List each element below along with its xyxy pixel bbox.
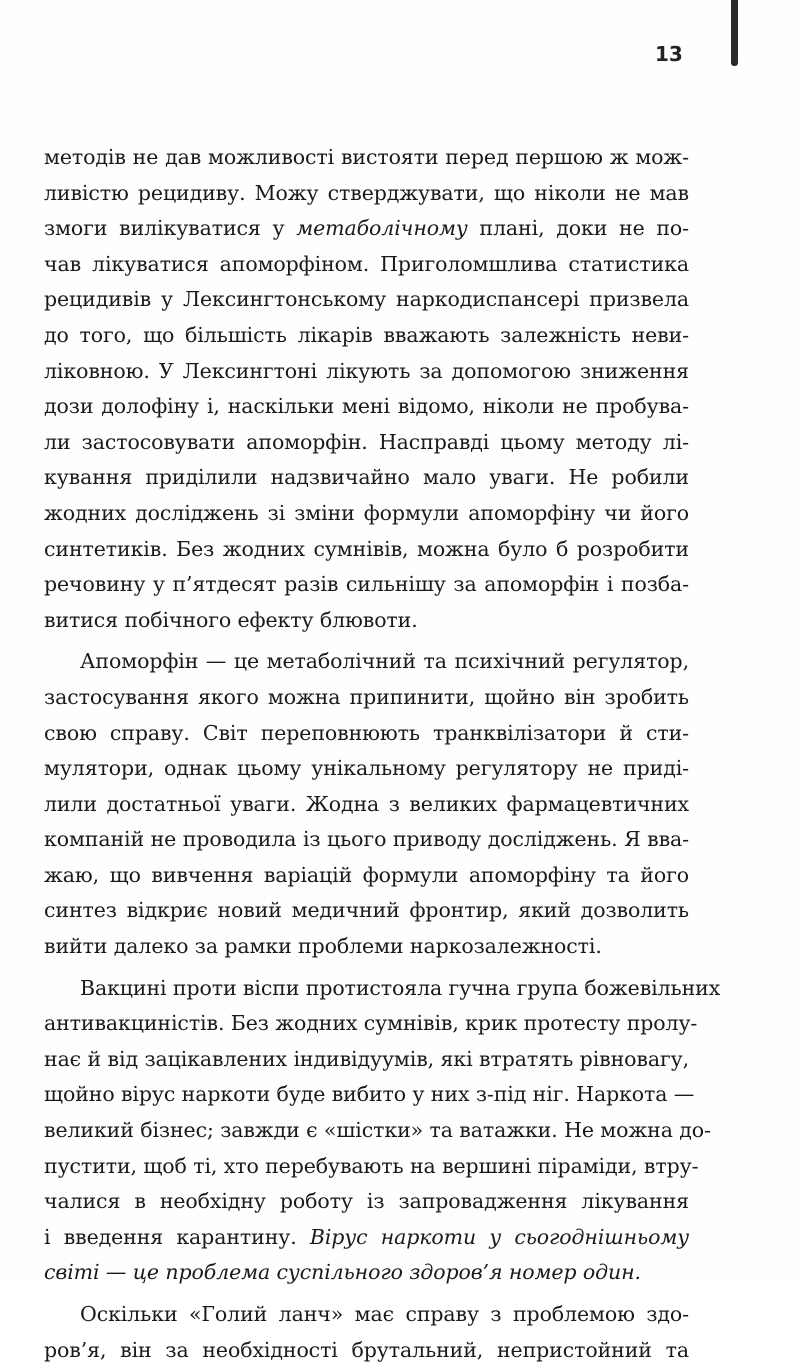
text-line: вийти далеко за рамки проблеми наркозалежності. xyxy=(44,934,602,959)
text-line: Оскільки «Голий ланч» має справу з проблемою здо- xyxy=(80,1302,689,1326)
text-line: ров’я, він за необхідності брутальний, непристойний та xyxy=(44,1337,689,1362)
text-line: синтез відкриє новий медичний фронтир, який дозволить xyxy=(44,898,689,923)
page-edge-mark xyxy=(731,0,738,66)
text-line xyxy=(44,1220,689,1256)
page-number: 13 xyxy=(655,42,683,66)
text-line: жаю, що вивчення варіацій формули апоморфіну та його xyxy=(44,862,689,887)
text-segment: і введення карантину. xyxy=(44,1224,310,1249)
text-line: лили достатньої уваги. Жодна з великих фармацевтичних xyxy=(44,791,689,816)
text-line: синтетиків. Без жодних сумнівів, можна було б розробити xyxy=(44,536,689,561)
text-line: методів не дав можливості вистояти перед першою ж мож- xyxy=(44,145,689,169)
text-line: жодних досліджень зі зміни формули апоморфіну чи його xyxy=(44,500,689,525)
text-line: нає й від зацікавлених індивідуумів, які втратять рівновагу, xyxy=(44,1046,689,1071)
text-line: щойно вірус наркоти буде вибито у них з-під ніг. Наркота — xyxy=(44,1082,695,1107)
text-line xyxy=(44,211,689,247)
paragraph xyxy=(44,1297,689,1368)
text-line: мулятори, однак цьому унікальному регулятору не приді- xyxy=(44,756,689,781)
text-line: свою справу. Світ переповнюють транквілізатори й сти- xyxy=(44,720,689,745)
text-line: витися побічного ефекту блювоти. xyxy=(44,607,418,632)
text-line: антивакциністів. Без жодних сумнівів, крик протесту пролу- xyxy=(44,1011,698,1036)
text-line: Вакцині проти віспи протистояла гучна група божевільних xyxy=(80,975,721,1000)
body-text xyxy=(44,140,721,1368)
italic-text-segment: світі — це проблема суспільного здоров’я номер один. xyxy=(44,1260,641,1285)
italic-text-segment: метаболічному xyxy=(296,216,468,241)
text-line: Апоморфін — це метаболічний та психічний регулятор, xyxy=(80,649,689,674)
text-line: ліковною. У Лексингтоні лікують за допомогою зниження xyxy=(44,358,689,383)
paragraph xyxy=(44,644,689,964)
text-line: великий бізнес; завжди є «шістки» та ватажки. Не можна до- xyxy=(44,1118,711,1143)
text-line: чав лікуватися апоморфіном. Приголомшлива статистика xyxy=(44,251,689,276)
text-line: до того, що більшість лікарів вважають залежність неви- xyxy=(44,322,689,347)
text-line: ливістю рецидиву. Можу стверджувати, що ніколи не мав xyxy=(44,180,689,205)
text-segment: плані, доки не по- xyxy=(467,216,689,241)
text-line: чалися в необхідну роботу із запровадження лікування xyxy=(44,1189,689,1214)
paragraph xyxy=(44,140,689,638)
text-line: речовину у п’ятдесят разів сильнішу за апоморфін і позба- xyxy=(44,572,689,597)
text-line: кування приділили надзвичайно мало уваги. Не робили xyxy=(44,465,689,490)
text-line: пустити, щоб ті, хто перебувають на вершині піраміди, втру- xyxy=(44,1153,699,1178)
text-line: рецидивів у Лексингтонському наркодиспансері призвела xyxy=(44,287,689,312)
text-segment: змоги вилікуватися у xyxy=(44,216,297,241)
italic-text-segment: Вірус наркоти у сьогоднішньому xyxy=(309,1224,690,1249)
text-line: дози долофіну і, наскільки мені відомо, ніколи не пробува- xyxy=(44,394,689,419)
text-line: компаній не проводила із цього приводу досліджень. Я вва- xyxy=(44,827,689,852)
paragraph xyxy=(44,971,721,1291)
text-line: застосування якого можна припинити, щойно він зробить xyxy=(44,684,689,709)
text-line: ли застосовувати апоморфін. Насправді цьому методу лі- xyxy=(44,429,689,454)
text-line xyxy=(44,1255,689,1291)
